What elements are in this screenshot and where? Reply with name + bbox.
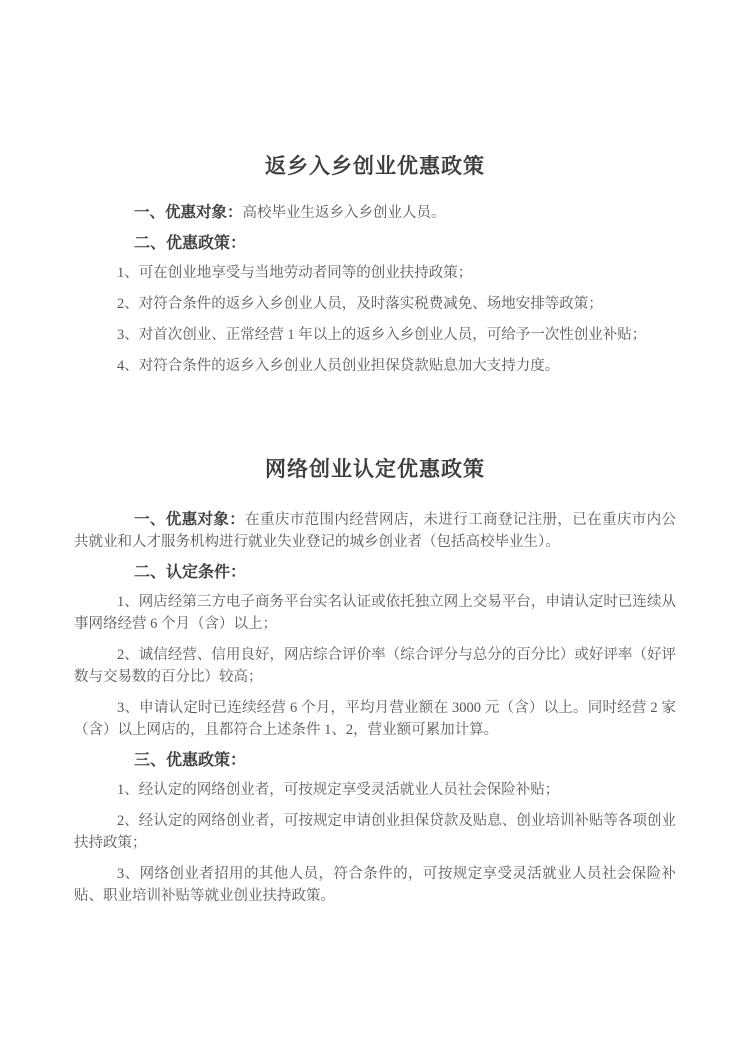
section2-policy-item-2: 2、经认定的网络创业者，可按规定申请创业担保贷款及贴息、创业培训补贴等各项创业扶持政策； bbox=[74, 813, 676, 851]
section2-condition-item-1: 1、网店经第三方电子商务平台实名认证或依托独立网上交易平台，申请认定时已连续从事网络经营 6 个月（含）以上； bbox=[74, 594, 676, 632]
section1-title: 返乡入乡创业优惠政策 bbox=[265, 155, 485, 178]
section1-target-heading: 一、优惠对象： bbox=[134, 204, 243, 221]
section2-condition-item-2: 2、诚信经营、信用良好，网店综合评价率（综合评分与总分的百分比）或好评率（好评数与交易数的百分比）较高； bbox=[74, 647, 676, 685]
section2-policy-heading: 三、优惠政策： bbox=[134, 752, 247, 769]
section2-conditions-heading: 二、认定条件： bbox=[134, 564, 247, 581]
section2-target-heading: 一、优惠对象： bbox=[134, 511, 246, 528]
section2-policy-item-1: 1、经认定的网络创业者，可按规定享受灵活就业人员社会保险补贴； bbox=[117, 782, 560, 798]
section-returning-home-policy bbox=[74, 152, 676, 377]
section1-policy-item-4: 4、对符合条件的返乡入乡创业人员创业担保贷款贴息加大支持力度。 bbox=[117, 358, 560, 374]
section-online-business-policy bbox=[74, 455, 676, 907]
section2-policy-item-3: 3、网络创业者招用的其他人员，符合条件的，可按规定享受灵活就业人员社会保险补贴、职业培训补贴等就业创业扶持政策。 bbox=[74, 866, 676, 904]
section2-title: 网络创业认定优惠政策 bbox=[265, 458, 485, 481]
section1-policy-item-2: 2、对符合条件的返乡入乡创业人员，及时落实税费减免、场地安排等政策； bbox=[117, 296, 603, 312]
section1-target-paragraph bbox=[74, 202, 676, 224]
section1-target-text: 高校毕业生返乡入乡创业人员。 bbox=[242, 205, 446, 221]
section1-policy-heading: 二、优惠政策： bbox=[134, 235, 247, 252]
section2-target-paragraph bbox=[74, 509, 676, 553]
section2-condition-item-3: 3、申请认定时已连续经营 6 个月，平均月营业额在 3000 元（含）以上。同时经营 2 家（含）以上网店的，且都符合上述条件 1、2，营业额可累加计算。 bbox=[74, 700, 676, 738]
section1-policy-item-3: 3、对首次创业、正常经营 1 年以上的返乡入乡创业人员，可给予一次性创业补贴； bbox=[117, 327, 647, 343]
section1-policy-item-1: 1、可在创业地享受与当地劳动者同等的创业扶持政策； bbox=[117, 265, 473, 281]
section2-target-text: 在重庆市范围内经营网店，未进行工商登记注册，已在重庆市内公共就业和人才服务机构进行就业失业登记的城乡创业者（包括高校毕业生）。 bbox=[74, 512, 676, 550]
